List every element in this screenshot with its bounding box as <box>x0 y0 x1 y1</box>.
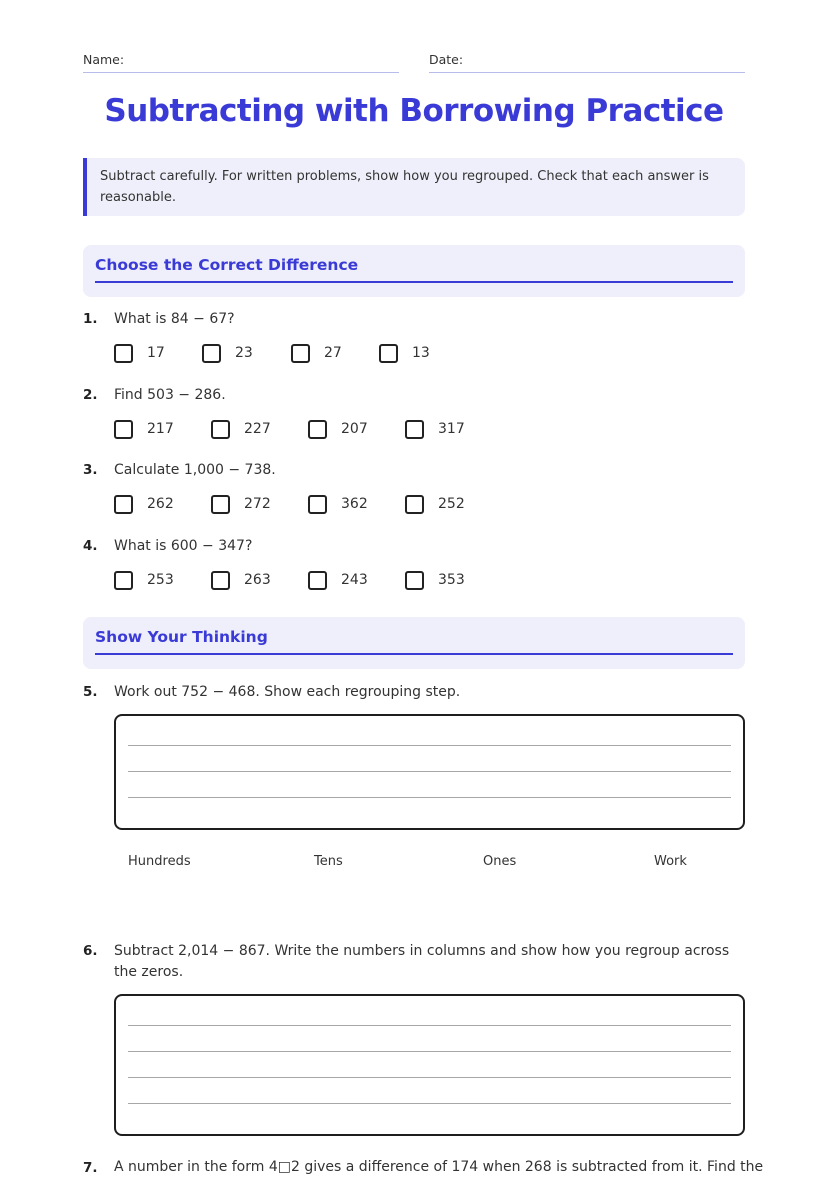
answer-box[interactable] <box>114 714 745 830</box>
checkbox[interactable] <box>405 571 424 590</box>
question-text: A number in the form 4□2 gives a difference of 174 when 268 is subtracted from it. Find the <box>114 1159 764 1175</box>
date-label: Date: <box>429 52 464 67</box>
option-label: 27 <box>324 345 342 361</box>
checkbox[interactable] <box>405 495 424 514</box>
answer-option[interactable] <box>405 417 465 441</box>
section-divider <box>95 281 733 283</box>
option-label: 13 <box>412 345 430 361</box>
checkbox[interactable] <box>308 571 327 590</box>
column-label-tens: Tens <box>314 854 343 869</box>
option-label: 227 <box>244 421 271 437</box>
option-label: 252 <box>438 496 465 512</box>
answer-option[interactable] <box>114 417 174 441</box>
writing-line <box>128 797 731 798</box>
instructions-box <box>83 158 745 216</box>
question-text: Subtract 2,014 − 867. Write the numbers in columns and show how you regroup across the zeros. <box>114 943 730 980</box>
question-number: 1. <box>83 311 98 327</box>
answer-box[interactable] <box>114 994 745 1136</box>
answer-option[interactable] <box>379 341 430 365</box>
section-title: Show Your Thinking <box>95 628 268 646</box>
section-header-multiple-choice <box>83 245 745 297</box>
checkbox[interactable] <box>114 344 133 363</box>
column-label-work: Work <box>654 854 687 869</box>
option-label: 272 <box>244 496 271 512</box>
option-label: 207 <box>341 421 368 437</box>
question-text: What is 600 − 347? <box>114 538 253 554</box>
question-text: Work out 752 − 468. Show each regrouping step. <box>114 684 461 700</box>
answer-option[interactable] <box>114 341 165 365</box>
question-text: What is 84 − 67? <box>114 311 235 327</box>
question-number: 4. <box>83 538 98 554</box>
answer-option[interactable] <box>308 417 368 441</box>
checkbox[interactable] <box>308 495 327 514</box>
column-label-hundreds: Hundreds <box>128 854 191 869</box>
question-number: 2. <box>83 387 98 403</box>
answer-option[interactable] <box>211 492 271 516</box>
option-label: 263 <box>244 572 271 588</box>
answer-option[interactable] <box>291 341 342 365</box>
question-text: Calculate 1,000 − 738. <box>114 462 276 478</box>
checkbox[interactable] <box>211 571 230 590</box>
section-header-show-thinking <box>83 617 745 669</box>
writing-line <box>128 1025 731 1026</box>
writing-line <box>128 771 731 772</box>
answer-option[interactable] <box>114 568 174 592</box>
column-label-ones: Ones <box>483 854 517 869</box>
checkbox[interactable] <box>114 495 133 514</box>
checkbox[interactable] <box>211 495 230 514</box>
question-number: 6. <box>83 943 98 959</box>
name-label: Name: <box>83 52 125 67</box>
option-label: 17 <box>147 345 165 361</box>
option-label: 23 <box>235 345 253 361</box>
option-label: 317 <box>438 421 465 437</box>
checkbox[interactable] <box>405 420 424 439</box>
writing-line <box>128 1103 731 1104</box>
name-field[interactable] <box>83 72 399 73</box>
answer-option[interactable] <box>308 568 368 592</box>
option-label: 217 <box>147 421 174 437</box>
section-divider <box>95 653 733 655</box>
checkbox[interactable] <box>291 344 310 363</box>
checkbox[interactable] <box>114 571 133 590</box>
answer-option[interactable] <box>114 492 174 516</box>
answer-option[interactable] <box>308 492 368 516</box>
question-text: Find 503 − 286. <box>114 387 226 403</box>
option-label: 243 <box>341 572 368 588</box>
writing-line <box>128 745 731 746</box>
writing-line <box>128 1051 731 1052</box>
answer-option[interactable] <box>405 568 465 592</box>
question-number: 7. <box>83 1160 98 1176</box>
question-number: 5. <box>83 684 98 700</box>
answer-option[interactable] <box>202 341 253 365</box>
option-label: 353 <box>438 572 465 588</box>
checkbox[interactable] <box>114 420 133 439</box>
answer-option[interactable] <box>211 417 271 441</box>
date-field[interactable] <box>429 72 745 73</box>
page-title: Subtracting with Borrowing Practice <box>104 93 724 129</box>
answer-option[interactable] <box>211 568 271 592</box>
option-label: 262 <box>147 496 174 512</box>
answer-option[interactable] <box>405 492 465 516</box>
writing-line <box>128 1077 731 1078</box>
instructions-text: Subtract carefully. For written problems, show how you regrouped. Check that each answer is reasonable. <box>100 169 709 205</box>
checkbox[interactable] <box>379 344 398 363</box>
question-number: 3. <box>83 462 98 478</box>
section-title: Choose the Correct Difference <box>95 256 359 274</box>
option-label: 362 <box>341 496 368 512</box>
checkbox[interactable] <box>211 420 230 439</box>
option-label: 253 <box>147 572 174 588</box>
checkbox[interactable] <box>202 344 221 363</box>
checkbox[interactable] <box>308 420 327 439</box>
